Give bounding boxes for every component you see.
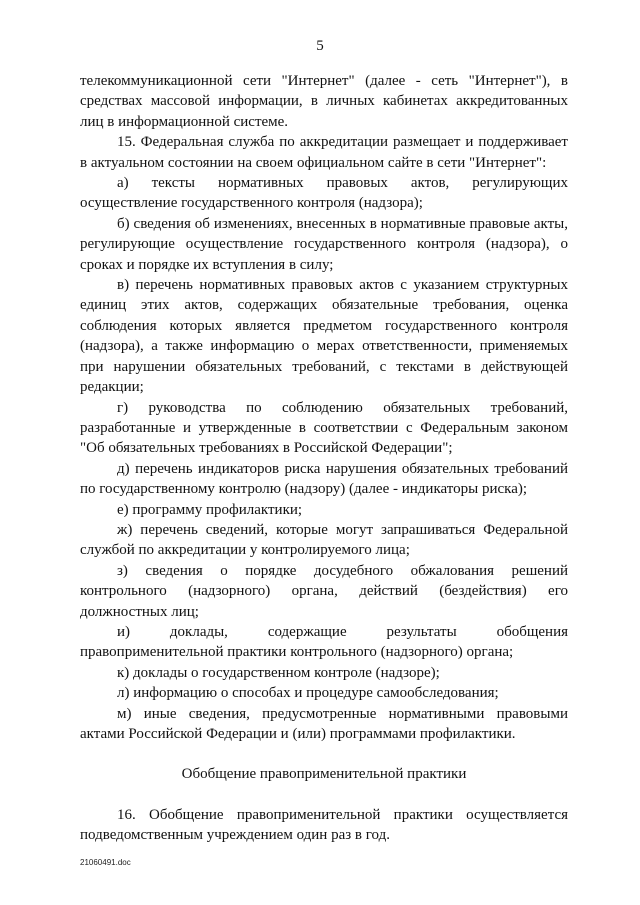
paragraph-item-16: 16. Обобщение правоприменительной практики осуществляется подведомственным учреждением один раз в год. — [80, 806, 568, 844]
page-number: 5 — [316, 38, 324, 54]
footer-filename: 21060491.doc — [80, 858, 131, 867]
list-item-a: а) тексты нормативных правовых актов, регулирующих осуществление государственного контроля (надзора); — [80, 175, 568, 212]
list-item-k: к) доклады о государственном контроле (надзоре); — [117, 664, 440, 681]
list-item-m: м) иные сведения, предусмотренные нормативными правовыми актами Российской Федерации и (или) программами профилактики. — [80, 705, 568, 742]
document-body — [80, 71, 568, 846]
list-item-zh: ж) перечень сведений, которые могут запрашиваться Федеральной службой по аккредитации у контролируемого лица; — [80, 521, 568, 559]
list-item-i: и) доклады, содержащие результаты обобщения правоприменительной практики контрольного (надзорного) органа; — [80, 623, 568, 661]
section-heading: Обобщение правоприменительной практики — [181, 766, 467, 783]
list-item-g: г) руководства по соблюдению обязательных требований, разработанные и утвержденные в соответствии с Федеральным законом "Об обязательных требованиях в Российской Федерации"; — [80, 399, 568, 457]
list-item-d: д) перечень индикаторов риска нарушения обязательных требований по государственному контролю (надзору) (далее - индикаторы риска); — [80, 460, 568, 498]
list-item-v: в) перечень нормативных правовых актов с указанием структурных единиц этих актов, содержащих обязательные требования, оценка соблюдения которых является предметом государственного контроля (надзора), а также информацию о мерах ответственности, применяемых при нарушении обязательных требований, с текстами в действующей редакции; — [80, 277, 568, 396]
list-item-b: б) сведения об изменениях, внесенных в нормативные правовые акты, регулирующие осуществление государственного контроля (надзора), о сроках и порядке их вступления в силу; — [80, 215, 568, 273]
paragraph-item-15: 15. Федеральная служба по аккредитации размещает и поддерживает в актуальном состоянии на своем официальном сайте в сети "Интернет": — [80, 134, 568, 171]
paragraph-continuation: телекоммуникационной сети "Интернет" (далее - сеть "Интернет"), в средствах массовой информации, в личных кабинетах аккредитованных лиц в информационной системе. — [80, 73, 568, 130]
list-item-l: л) информацию о способах и процедуре самообследования; — [117, 685, 499, 702]
list-item-e: е) программу профилактики; — [117, 501, 303, 518]
list-item-z: з) сведения о порядке досудебного обжалования решений контрольного (надзорного) органа, действий (бездействия) его должностных лиц; — [80, 562, 568, 620]
